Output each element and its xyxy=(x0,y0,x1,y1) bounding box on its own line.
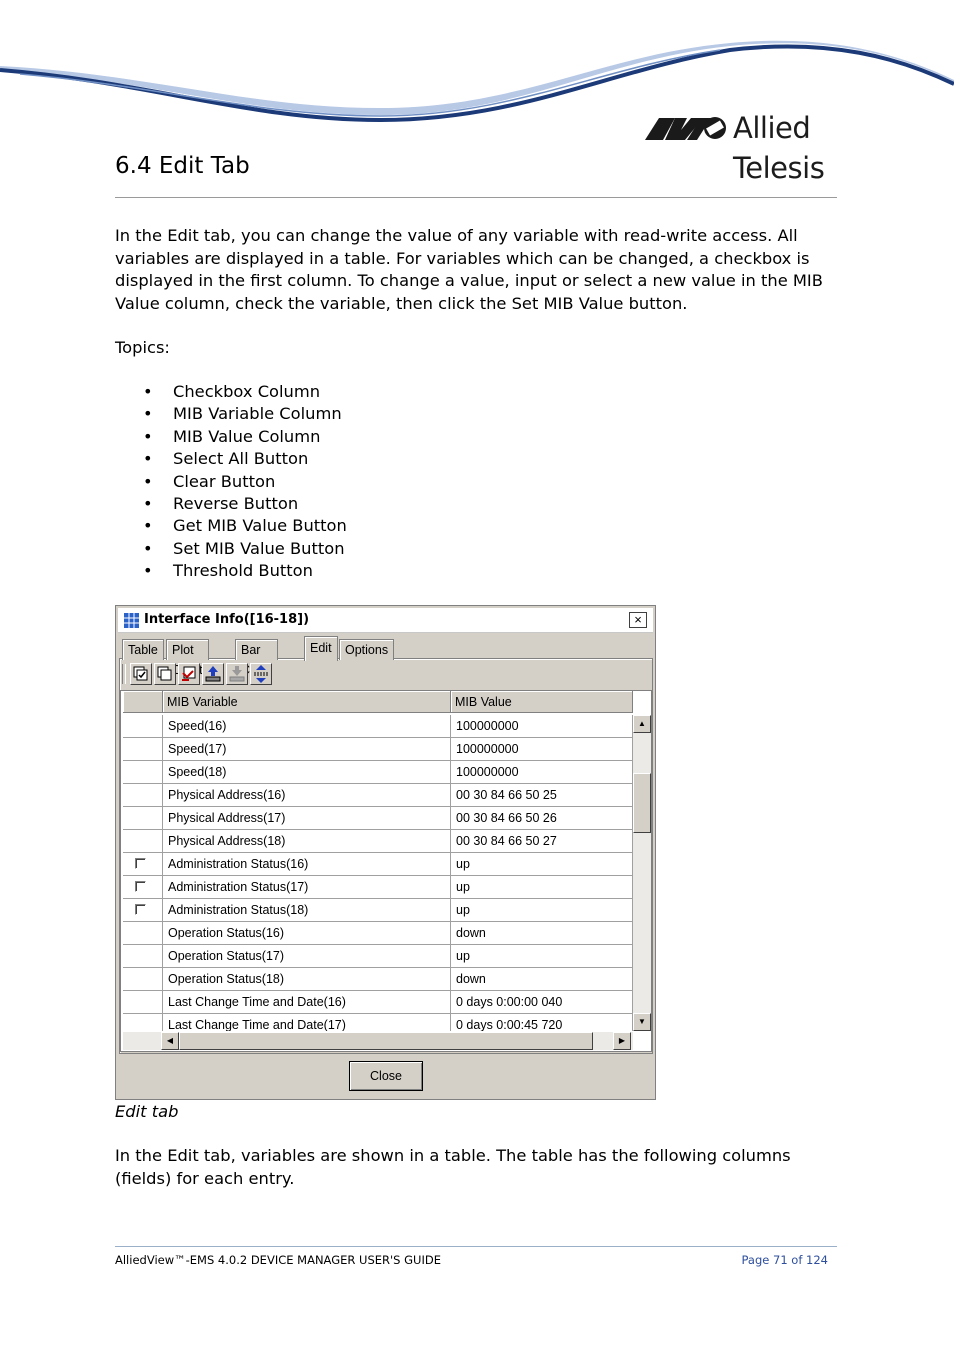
scroll-right-icon[interactable]: ▶ xyxy=(613,1032,631,1050)
figure-caption: Edit tab xyxy=(115,1102,179,1121)
mib-value-cell[interactable]: 0 days 0:00:00 040 xyxy=(451,991,633,1014)
horizontal-scrollbar[interactable] xyxy=(123,1032,633,1050)
reverse-icon xyxy=(179,664,199,684)
checkbox-cell xyxy=(123,738,163,761)
mib-value-cell[interactable]: 00 30 84 66 50 26 xyxy=(451,807,633,830)
mib-variable-column-header[interactable]: MIB Variable xyxy=(163,691,451,713)
mib-value-column-header[interactable]: MIB Value xyxy=(451,691,633,713)
mib-value-cell[interactable]: up xyxy=(451,853,633,876)
table-row[interactable] xyxy=(123,784,633,807)
mib-table xyxy=(120,690,652,1052)
table-row[interactable] xyxy=(123,945,633,968)
scroll-up-icon[interactable]: ▲ xyxy=(633,715,651,733)
table-row[interactable] xyxy=(123,853,633,876)
table-grid-icon xyxy=(124,613,139,628)
checkbox-cell xyxy=(123,922,163,945)
row-checkbox[interactable] xyxy=(135,881,146,892)
table-row[interactable] xyxy=(123,738,633,761)
table-row[interactable] xyxy=(123,1014,633,1031)
checkbox-cell xyxy=(123,784,163,807)
tab-plot-chart[interactable]: Plot xyxy=(166,639,209,660)
checkbox-cell xyxy=(123,807,163,830)
mib-variable-cell: Last Change Time and Date(16) xyxy=(163,991,451,1014)
section-title: 6.4 Edit Tab xyxy=(115,153,250,179)
tab-options[interactable]: Options xyxy=(339,639,394,660)
toolbar-separator xyxy=(122,664,126,684)
mib-variable-cell: Speed(18) xyxy=(163,761,451,784)
topic-item[interactable]: • MIB Variable Column xyxy=(143,404,342,424)
tab-table[interactable]: Table xyxy=(122,639,164,660)
mib-variable-cell: Administration Status(17) xyxy=(163,876,451,899)
mib-variable-cell: Physical Address(18) xyxy=(163,830,451,853)
table-row[interactable] xyxy=(123,991,633,1014)
horizontal-scroll-thumb[interactable] xyxy=(179,1032,593,1050)
scroll-left-icon[interactable]: ◀ xyxy=(161,1032,179,1050)
table-row[interactable] xyxy=(123,922,633,945)
table-row[interactable] xyxy=(123,899,633,922)
topic-item[interactable]: • Get MIB Value Button xyxy=(143,516,347,536)
logo-mark-icon xyxy=(645,108,727,148)
checkbox-cell[interactable] xyxy=(123,853,163,876)
threshold-icon xyxy=(251,664,271,684)
checkbox-cell[interactable] xyxy=(123,876,163,899)
reverse-button[interactable] xyxy=(178,663,200,685)
mib-variable-cell: Speed(17) xyxy=(163,738,451,761)
checkbox-cell xyxy=(123,945,163,968)
close-icon[interactable]: × xyxy=(629,612,647,628)
clear-icon xyxy=(155,664,175,684)
clear-button[interactable] xyxy=(154,663,176,685)
checkbox-cell xyxy=(123,715,163,738)
tab-bar-chart[interactable]: Bar xyxy=(235,639,278,660)
footer-page-number: Page 71 of 124 xyxy=(741,1253,828,1267)
close-button[interactable]: Close xyxy=(349,1061,423,1091)
checkbox-cell xyxy=(123,830,163,853)
mib-value-cell[interactable]: up xyxy=(451,876,633,899)
mib-value-cell[interactable]: 100000000 xyxy=(451,715,633,738)
intro-paragraph: In the Edit tab, you can change the value of any variable with read-write access. All variables are displayed in a table. For variables which can be changed, a checkbox is displayed in the first column. To change a value, input or select a new value in the MIB Value column, check the variable, then click the Set MIB Value button. xyxy=(115,226,823,313)
mib-variable-cell: Operation Status(17) xyxy=(163,945,451,968)
mib-variable-cell: Last Change Time and Date(17) xyxy=(163,1014,451,1031)
vertical-scroll-thumb[interactable] xyxy=(633,773,651,833)
checkbox-cell[interactable] xyxy=(123,899,163,922)
tab-edit[interactable]: Edit xyxy=(304,636,338,661)
table-row[interactable] xyxy=(123,761,633,784)
mib-variable-cell: Operation Status(18) xyxy=(163,968,451,991)
threshold-button[interactable] xyxy=(250,663,272,685)
allied-telesis-logo xyxy=(645,108,905,185)
brand-name: Allied Telesis xyxy=(733,111,825,185)
dialog-titlebar[interactable] xyxy=(118,608,653,633)
get-mib-value-icon xyxy=(203,664,223,684)
topic-item[interactable]: • Reverse Button xyxy=(143,494,299,514)
row-checkbox[interactable] xyxy=(135,858,146,869)
mib-value-cell[interactable]: 00 30 84 66 50 25 xyxy=(451,784,633,807)
table-row[interactable] xyxy=(123,876,633,899)
topic-item[interactable]: • Checkbox Column xyxy=(143,382,321,401)
topic-item[interactable]: • Clear Button xyxy=(143,471,276,491)
set-mib-value-button[interactable] xyxy=(226,663,248,685)
table-row[interactable] xyxy=(123,830,633,853)
table-body xyxy=(123,715,633,1031)
mib-value-cell[interactable]: down xyxy=(451,922,633,945)
checkbox-cell xyxy=(123,968,163,991)
columns-paragraph: In the Edit tab, variables are shown in a table. The table has the following columns (fields) for each entry. xyxy=(115,1146,791,1188)
topics-list xyxy=(115,381,347,583)
mib-variable-cell: Speed(16) xyxy=(163,715,451,738)
checkbox-cell xyxy=(123,1014,163,1031)
table-row[interactable] xyxy=(123,968,633,991)
checkbox-cell xyxy=(123,761,163,784)
get-mib-value-button[interactable] xyxy=(202,663,224,685)
mib-variable-cell: Administration Status(16) xyxy=(163,853,451,876)
select-all-button[interactable] xyxy=(130,663,152,685)
mib-variable-cell: Physical Address(16) xyxy=(163,784,451,807)
scroll-down-icon[interactable]: ▼ xyxy=(633,1013,651,1031)
topic-item[interactable]: • Set MIB Value Button xyxy=(143,538,345,558)
row-checkbox[interactable] xyxy=(135,904,146,915)
mib-value-cell[interactable]: 100000000 xyxy=(451,761,633,784)
table-row[interactable] xyxy=(123,715,633,738)
topic-item[interactable]: • Select All Button xyxy=(143,449,309,469)
footer-divider xyxy=(115,1246,837,1247)
table-header xyxy=(123,691,633,713)
mib-variable-cell: Operation Status(16) xyxy=(163,922,451,945)
topics-label: Topics: xyxy=(115,338,170,357)
dialog-title: Interface Info([16-18]) xyxy=(144,612,310,627)
vertical-scrollbar[interactable] xyxy=(633,715,651,1031)
checkbox-column-header[interactable] xyxy=(123,691,163,713)
topic-item[interactable]: • MIB Value Column xyxy=(143,426,321,446)
select-all-icon xyxy=(131,664,151,684)
mib-value-cell[interactable]: 00 30 84 66 50 27 xyxy=(451,830,633,853)
mib-value-cell[interactable]: up xyxy=(451,945,633,968)
mib-value-cell[interactable]: 100000000 xyxy=(451,738,633,761)
footer-guide-title: AlliedView™-EMS 4.0.2 DEVICE MANAGER USER'S GUIDE xyxy=(115,1253,441,1267)
interface-info-dialog xyxy=(115,605,656,1100)
title-divider xyxy=(115,197,837,198)
mib-variable-cell: Administration Status(18) xyxy=(163,899,451,922)
table-row[interactable] xyxy=(123,807,633,830)
mib-value-cell[interactable]: 0 days 0:00:45 720 xyxy=(451,1014,633,1031)
mib-value-cell[interactable]: up xyxy=(451,899,633,922)
set-mib-value-icon xyxy=(227,664,247,684)
topic-item[interactable]: • Threshold Button xyxy=(143,561,313,581)
mib-value-cell[interactable]: down xyxy=(451,968,633,991)
mib-variable-cell: Physical Address(17) xyxy=(163,807,451,830)
checkbox-cell xyxy=(123,991,163,1014)
